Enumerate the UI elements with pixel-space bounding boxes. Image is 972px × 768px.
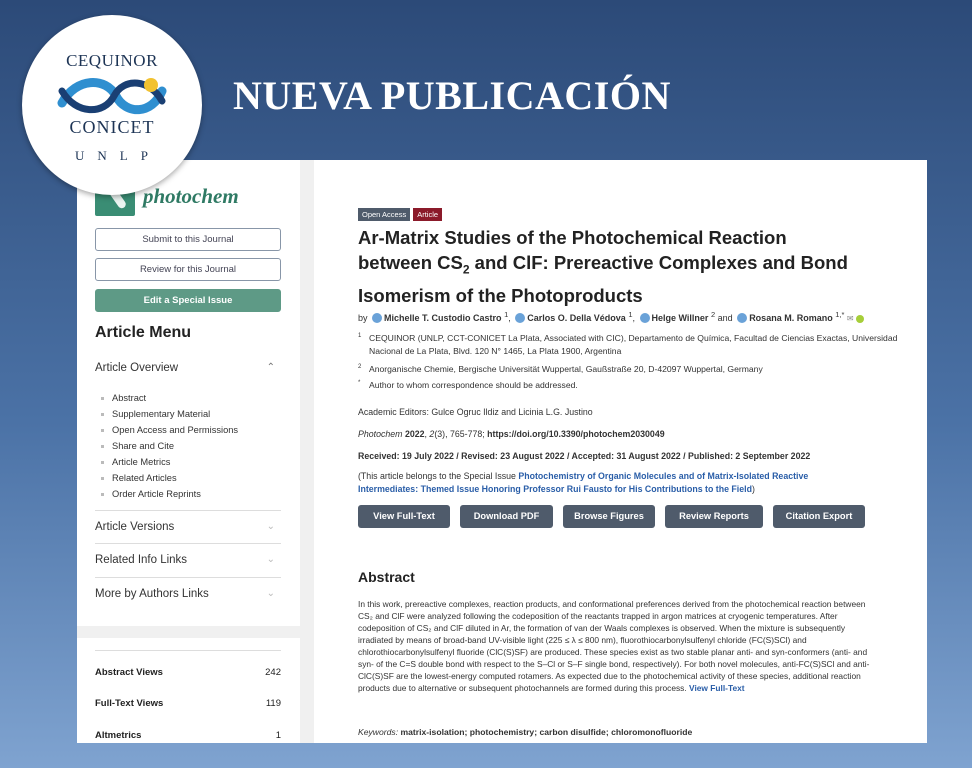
author-sup: 1 (628, 310, 633, 319)
sidebar (77, 160, 300, 626)
special-prefix: (This article belongs to the Special Issue (358, 471, 519, 481)
author-list: by Michelle T. Custodio Castro $^1$, Carlos O. Della Védova $^1$, Helge Willner $^2$ and Rosana M. Romano $^{1,*}$ ✉ (358, 310, 898, 323)
review-journal-button[interactable]: Review for this Journal (95, 258, 281, 281)
dates: Received: 19 July 2022 / Revised: 23 August 2022 / Accepted: 31 August 2022 / Published: 2 September 2022 (358, 451, 811, 461)
year: 2022 (404, 429, 425, 439)
orcid-icon[interactable] (856, 315, 864, 323)
by-label: by (358, 313, 368, 323)
title-part: Ar-Matrix Studies of the Photochemical Reaction between CS (358, 227, 787, 273)
metrics-panel (77, 638, 300, 743)
view-full-text-button[interactable]: View Full-Text (358, 505, 450, 528)
metric-value: 1 (275, 730, 281, 741)
menu-item-label: Order Article Reprints (112, 489, 201, 499)
aff-text: Author to whom correspondence should be addressed. (369, 380, 578, 390)
abstract-heading: Abstract (358, 569, 415, 585)
aff-num: 2 (358, 364, 362, 370)
affiliation-3 (358, 379, 898, 392)
mail-icon[interactable]: ✉ (846, 314, 854, 323)
academic-editors: Academic Editors: Gulce Ogruc Ildiz and Licinia L.G. Justino (358, 407, 593, 417)
submit-journal-button[interactable]: Submit to this Journal (95, 228, 281, 251)
article-main (314, 160, 927, 743)
affiliation-1 (358, 332, 898, 358)
menu-item-open-access[interactable] (101, 424, 238, 440)
keywords-label: Keywords: (358, 727, 399, 737)
bullet-icon (101, 477, 104, 480)
review-reports-button[interactable]: Review Reports (665, 505, 763, 528)
author-avatar-icon (640, 313, 650, 323)
citation-line: Photochem 2022, 2(3), 765-778; https://doi.org/10.3390/photochem2030049 (358, 429, 665, 439)
menu-item-reprints[interactable] (101, 488, 238, 504)
logo-conicet-text: CONICET (69, 117, 155, 137)
divider (95, 543, 281, 544)
menu-item-abstract[interactable] (101, 392, 238, 408)
bullet-icon (101, 429, 104, 432)
menu-item-metrics[interactable] (101, 456, 238, 472)
menu-item-supplementary[interactable] (101, 408, 238, 424)
keywords-list: matrix-isolation; photochemistry; carbon disulfide; chloromonofluoride (400, 727, 693, 737)
article-type-badge: Article (413, 208, 442, 221)
menu-item-label: Article Metrics (112, 457, 171, 467)
metric-fulltext-views (95, 698, 281, 709)
headline: NUEVA PUBLICACIÓN (233, 73, 671, 118)
and-label: and (717, 313, 733, 323)
authors-links-toggle[interactable] (95, 588, 281, 600)
article-versions-label: Article Versions (95, 521, 175, 533)
article-screenshot (77, 160, 927, 743)
issue-pages: (3), 765-778; (434, 429, 485, 439)
special-issue-note (358, 470, 848, 496)
chevron-down-icon: ⌄ (266, 554, 275, 565)
authors-links-label: More by Authors Links (95, 588, 209, 600)
logo-cequinor-text: CEQUINOR (66, 51, 158, 70)
download-pdf-button[interactable]: Download PDF (460, 505, 553, 528)
divider (95, 650, 281, 651)
abstract-view-full-text-link[interactable]: View Full-Text (689, 683, 745, 693)
aff-num: * (358, 380, 361, 386)
bullet-icon (101, 413, 104, 416)
abstract-text (358, 598, 878, 694)
author-sup: 1 (504, 310, 509, 319)
bullet-icon (101, 397, 104, 400)
author-link[interactable]: Michelle T. Custodio Castro (384, 313, 502, 323)
menu-item-label: Share and Cite (112, 441, 175, 451)
related-info-toggle[interactable] (95, 554, 281, 566)
author-avatar-icon (737, 313, 747, 323)
menu-item-label: Supplementary Material (112, 409, 211, 419)
menu-item-label: Related Articles (112, 473, 177, 483)
abstract-body: In this work, prereactive complexes, reaction products, and conformational preferences derived from the photochemical reaction between CS₂ and ClF were analyzed following the codeposition of the reactants trapped in argon matrices at cryogenic temperatures. After codeposition of CS₂ and ClF diluted in Ar, the formation of van der Waals complexes is observed. When the mixture is subsequently irradiated by means of broad-band UV-visible light (225 ≤ λ ≤ 800 nm), fluorothiocarbonylsulfenyl chloride (FC(S)SCl) and chlorothiocarbonylsulfenyl fluoride (ClC(S)SF) are produced. These species exist as two stable planar anti- and syn-conformers (anti- and syn- of the C=S double bond with respect to the S–Cl or S–F single bond, respectively). For both novel molecules, anti-FC(S)SCl and anti-ClC(S)SF are the lowest-energy computed rotamers. As expected due to the photochemical activity of these species, additional reaction products due to alternative or subsequent photochannels are formed during this process. (358, 599, 870, 693)
chevron-up-icon: ⌃ (266, 362, 275, 373)
author-link[interactable]: Helge Willner (651, 313, 709, 323)
keywords (358, 727, 692, 737)
article-overview-toggle[interactable] (95, 362, 281, 374)
metric-label: Altmetrics (95, 730, 142, 741)
menu-item-label: Open Access and Permissions (112, 425, 239, 435)
journal-name: photochem (143, 183, 239, 208)
doi-link[interactable]: https://doi.org/10.3390/photochem2030049 (487, 429, 665, 439)
metric-label: Full-Text Views (95, 698, 164, 709)
article-menu-title: Article Menu (95, 324, 192, 341)
special-suffix: ) (751, 484, 755, 494)
article-action-buttons (358, 505, 865, 528)
metric-label: Abstract Views (95, 667, 163, 678)
aff-text: CEQUINOR (UNLP, CCT-CONICET La Plata, Associated with CIC), Departamento de Química, Facultad de Ciencias Exactas, Universidad Nacional de La Plata, Blvd. 120 N° 1465, La Plata 1900, Argentina (369, 333, 898, 356)
title-subscript: 2 (462, 262, 470, 277)
article-versions-toggle[interactable] (95, 521, 281, 533)
special-issue-link[interactable]: Photochemistry of Organic Molecules and of Matrix-Isolated Reactive Intermediates: Themed Issue Honoring Professor Rui Fausto for His Contributions to the Field (358, 471, 809, 494)
logo-unlp-text: UNLP (75, 148, 161, 163)
author-avatar-icon (515, 313, 525, 323)
author-avatar-icon (372, 313, 382, 323)
article-badges (358, 208, 442, 221)
overview-list (101, 392, 238, 504)
author-sup: 2 (710, 310, 716, 319)
author-link[interactable]: Carlos O. Della Védova (527, 313, 626, 323)
cequinor-logo (22, 15, 202, 195)
aff-text: Anorganische Chemie, Bergische Universität Wuppertal, Gaußstraße 20, D-42097 Wuppertal, Germany (369, 364, 763, 374)
menu-item-label: Abstract (112, 393, 147, 403)
metric-value: 242 (265, 667, 281, 678)
bullet-icon (101, 461, 104, 464)
author-sup: 1,* (835, 310, 845, 319)
bullet-icon (101, 493, 104, 496)
chevron-down-icon: ⌄ (266, 521, 275, 532)
menu-item-related[interactable] (101, 472, 238, 488)
browse-figures-button[interactable]: Browse Figures (563, 505, 655, 528)
metric-value: 119 (265, 698, 281, 709)
metric-altmetrics (95, 730, 281, 741)
citation-export-button[interactable]: Citation Export (773, 505, 865, 528)
divider (95, 510, 281, 511)
article-title (358, 225, 858, 308)
metric-abstract-views (95, 667, 281, 678)
volume: 2 (429, 429, 435, 439)
article-overview-label: Article Overview (95, 362, 179, 374)
title-part: and ClF: Prereactive Complexes and Bond Isomerism of the Photoproducts (358, 252, 848, 306)
aff-num: 1 (358, 333, 362, 339)
edit-special-issue-button[interactable]: Edit a Special Issue (95, 289, 281, 312)
related-info-label: Related Info Links (95, 554, 188, 566)
author-link[interactable]: Rosana M. Romano (749, 313, 833, 323)
menu-item-share-cite[interactable] (101, 440, 238, 456)
divider (95, 577, 281, 578)
chevron-down-icon: ⌄ (266, 588, 275, 599)
dates-line (358, 451, 898, 461)
logo-swirl-icon (56, 73, 168, 119)
journal-name: Photochem (358, 429, 403, 439)
bullet-icon (101, 445, 104, 448)
open-access-badge: Open Access (358, 208, 410, 221)
affiliation-2 (358, 363, 898, 376)
